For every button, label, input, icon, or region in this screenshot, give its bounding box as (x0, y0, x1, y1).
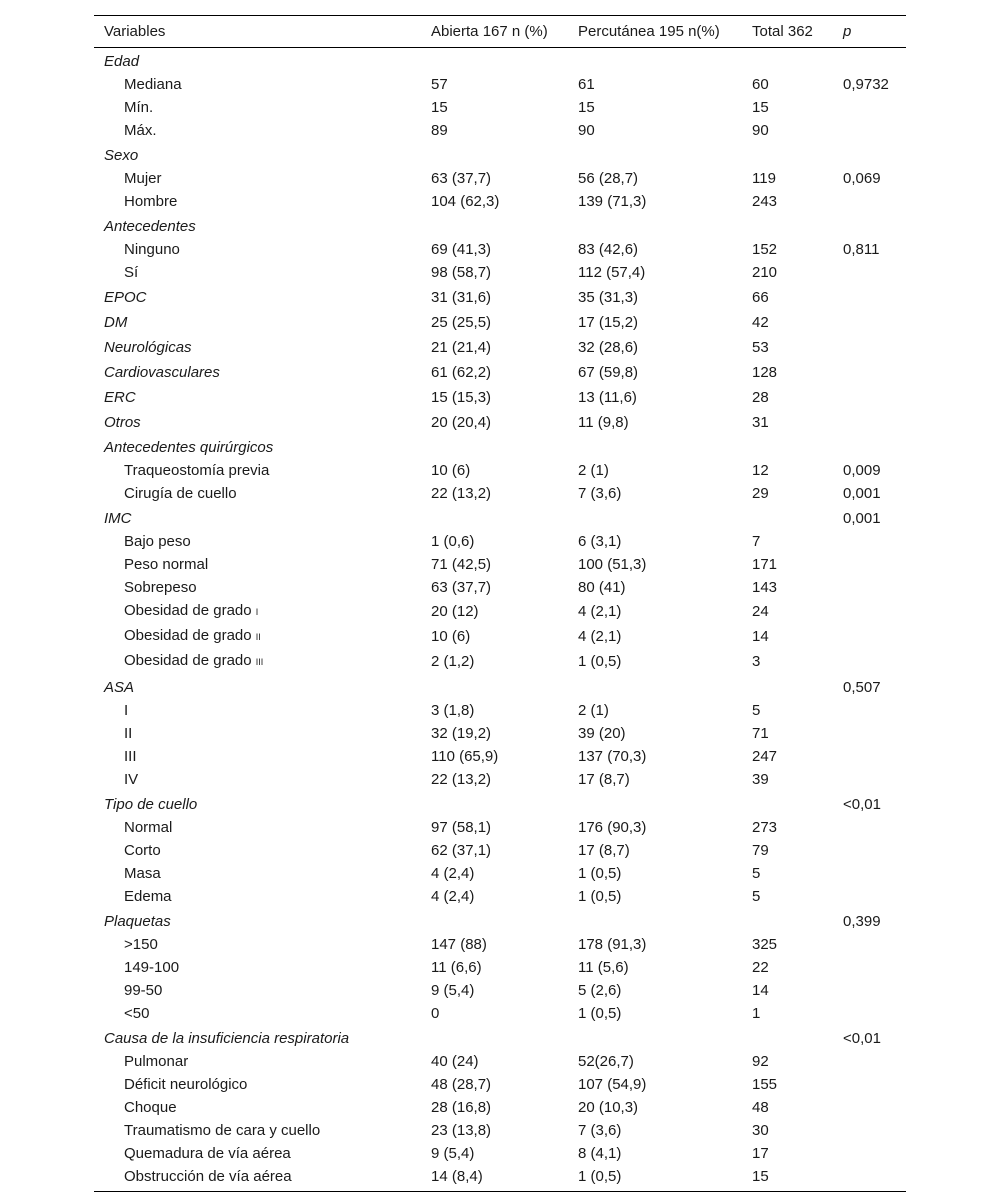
cell-total: 53 (752, 339, 769, 356)
table-row (94, 624, 906, 649)
table-row (94, 482, 906, 505)
row-label: Mín. (124, 99, 154, 116)
cell-percutanea: 17 (8,7) (578, 771, 630, 788)
cell-abierta: 69 (41,3) (431, 241, 492, 258)
cell-total: 7 (752, 533, 761, 550)
cell-abierta (431, 505, 578, 530)
cell-percutanea: 83 (42,6) (578, 241, 639, 258)
cell-p (843, 933, 906, 956)
cell-percutanea: 20 (10,3) (578, 1099, 639, 1116)
table-row (94, 1050, 906, 1073)
cell-total: 119 (752, 170, 776, 187)
category-row (94, 142, 906, 167)
table-row (94, 1073, 906, 1096)
cell-abierta: 98 (58,7) (431, 264, 492, 281)
cell-p: 0,399 (843, 913, 881, 930)
cell-p (843, 599, 906, 624)
cell-p (843, 142, 906, 167)
cell-percutanea (578, 48, 752, 74)
table-row (94, 599, 906, 624)
category-row (94, 359, 906, 384)
cell-p (843, 816, 906, 839)
cell-percutanea: 2 (1) (578, 702, 609, 719)
category-row (94, 674, 906, 699)
table-row (94, 699, 906, 722)
table-row (94, 1119, 906, 1142)
cell-abierta: 23 (13,8) (431, 1122, 492, 1139)
cell-percutanea: 17 (8,7) (578, 842, 630, 859)
cell-total: 90 (752, 122, 769, 139)
row-label: Causa de la insuficiencia respiratoria (104, 1030, 350, 1047)
row-label: 99-50 (124, 982, 163, 999)
row-label: Peso normal (124, 556, 209, 573)
cell-abierta: 63 (37,7) (431, 579, 492, 596)
cell-percutanea: 4 (2,1) (578, 628, 622, 645)
cell-percutanea: 1 (0,5) (578, 1168, 622, 1185)
cell-abierta: 28 (16,8) (431, 1099, 492, 1116)
cell-total: 15 (752, 1168, 769, 1185)
cell-abierta: 147 (88) (431, 936, 487, 953)
row-label: Antecedentes quirúrgicos (104, 439, 274, 456)
cell-abierta: 20 (20,4) (431, 414, 492, 431)
cell-p (843, 956, 906, 979)
cell-total: 5 (752, 865, 761, 882)
cell-p (843, 1096, 906, 1119)
cell-total: 152 (752, 241, 778, 258)
row-label: Cirugía de cuello (124, 485, 237, 502)
cell-percutanea (578, 674, 752, 699)
table-row (94, 839, 906, 862)
cell-abierta (431, 48, 578, 74)
cell-percutanea: 1 (0,5) (578, 888, 622, 905)
table-row (94, 167, 906, 190)
cell-p (843, 576, 906, 599)
cell-p (843, 553, 906, 576)
header-abierta: Abierta 167 n (%) (431, 23, 548, 40)
category-row (94, 213, 906, 238)
table-body (94, 48, 906, 1192)
cell-total: 29 (752, 485, 769, 502)
cell-p (843, 768, 906, 791)
row-label: II (124, 725, 133, 742)
cell-percutanea (578, 791, 752, 816)
category-row (94, 384, 906, 409)
cell-abierta: 14 (8,4) (431, 1168, 483, 1185)
cell-p (843, 384, 906, 409)
row-label: Obstrucción de vía aérea (124, 1168, 292, 1185)
cell-percutanea (578, 213, 752, 238)
cell-percutanea: 178 (91,3) (578, 936, 647, 953)
cell-total: 128 (752, 364, 778, 381)
cell-percutanea: 15 (578, 99, 595, 116)
cell-total (752, 791, 843, 816)
row-label: Bajo peso (124, 533, 191, 550)
cell-total: 17 (752, 1145, 769, 1162)
cell-percutanea: 107 (54,9) (578, 1076, 647, 1093)
cell-percutanea (578, 434, 752, 459)
cell-abierta (431, 434, 578, 459)
category-row (94, 791, 906, 816)
cell-p (843, 649, 906, 674)
cell-total (752, 505, 843, 530)
cell-percutanea: 67 (59,8) (578, 364, 639, 381)
cell-percutanea: 56 (28,7) (578, 170, 639, 187)
cell-total (752, 213, 843, 238)
cell-total: 30 (752, 1122, 769, 1139)
row-label: Obesidad de grado I (124, 602, 259, 619)
cell-abierta: 97 (58,1) (431, 819, 492, 836)
row-label: Traumatismo de cara y cuello (124, 1122, 321, 1139)
category-row (94, 48, 906, 74)
cell-abierta: 1 (0,6) (431, 533, 475, 550)
row-label: Cardiovasculares (104, 364, 220, 381)
cell-abierta: 11 (6,6) (431, 959, 482, 976)
cell-p (843, 530, 906, 553)
row-label: <50 (124, 1005, 150, 1022)
cell-percutanea (578, 142, 752, 167)
cell-p (843, 745, 906, 768)
cell-percutanea (578, 1025, 752, 1050)
table-row (94, 649, 906, 674)
cell-abierta (431, 1025, 578, 1050)
cell-total: 12 (752, 462, 769, 479)
cell-total: 155 (752, 1076, 778, 1093)
cell-p (843, 1142, 906, 1165)
cell-p (843, 309, 906, 334)
row-label: EPOC (104, 289, 147, 306)
cell-abierta (431, 674, 578, 699)
cell-percutanea: 6 (3,1) (578, 533, 622, 550)
category-row (94, 908, 906, 933)
cell-total: 48 (752, 1099, 769, 1116)
cell-p (843, 624, 906, 649)
cell-percutanea: 52(26,7) (578, 1053, 634, 1070)
cell-total: 3 (752, 653, 761, 670)
row-label: Sí (124, 264, 139, 281)
cell-p: 0,001 (843, 485, 881, 502)
table-row (94, 96, 906, 119)
cell-p: 0,507 (843, 679, 881, 696)
cell-total: 5 (752, 702, 761, 719)
cell-total (752, 48, 843, 74)
row-label: Sobrepeso (124, 579, 197, 596)
cell-abierta: 9 (5,4) (431, 1145, 475, 1162)
cell-total: 1 (752, 1005, 761, 1022)
cell-total: 325 (752, 936, 778, 953)
cell-p: <0,01 (843, 796, 881, 813)
table-row (94, 933, 906, 956)
row-label: Obesidad de grado II (124, 627, 261, 644)
cell-percutanea: 61 (578, 76, 595, 93)
category-row (94, 505, 906, 530)
cell-p (843, 885, 906, 908)
row-label: Choque (124, 1099, 177, 1116)
cell-percutanea: 35 (31,3) (578, 289, 639, 306)
table-row (94, 190, 906, 213)
cell-p (843, 48, 906, 74)
cell-total: 31 (752, 414, 769, 431)
row-label: Mujer (124, 170, 162, 187)
cell-abierta (431, 908, 578, 933)
table-row (94, 1142, 906, 1165)
cell-percutanea: 5 (2,6) (578, 982, 622, 999)
row-label: IV (124, 771, 139, 788)
cell-percutanea: 7 (3,6) (578, 485, 622, 502)
row-label: Normal (124, 819, 173, 836)
cell-total: 79 (752, 842, 769, 859)
cell-abierta: 71 (42,5) (431, 556, 492, 573)
cell-total: 22 (752, 959, 769, 976)
cell-percutanea: 176 (90,3) (578, 819, 647, 836)
table-row (94, 862, 906, 885)
cell-abierta: 57 (431, 76, 448, 93)
cell-total: 273 (752, 819, 778, 836)
cell-p (843, 334, 906, 359)
header-variables: Variables (104, 23, 166, 40)
row-label: Plaquetas (104, 913, 171, 930)
table-row (94, 816, 906, 839)
row-label: Otros (104, 414, 141, 431)
table-row (94, 885, 906, 908)
cell-total: 14 (752, 628, 769, 645)
cell-p (843, 722, 906, 745)
table-row (94, 73, 906, 96)
category-row (94, 334, 906, 359)
cell-p: 0,069 (843, 170, 881, 187)
cell-percutanea: 1 (0,5) (578, 1005, 622, 1022)
cell-percutanea: 139 (71,3) (578, 193, 647, 210)
cell-percutanea: 8 (4,1) (578, 1145, 622, 1162)
table-row (94, 530, 906, 553)
cell-abierta: 9 (5,4) (431, 982, 475, 999)
cell-abierta: 10 (6) (431, 628, 471, 645)
row-label: Tipo de cuello (104, 796, 198, 813)
header-percutanea: Percutánea 195 n(%) (578, 23, 720, 40)
cell-total: 60 (752, 76, 769, 93)
cell-total (752, 142, 843, 167)
row-label: Masa (124, 865, 161, 882)
cell-total: 5 (752, 888, 761, 905)
cell-total: 14 (752, 982, 769, 999)
cell-p (843, 96, 906, 119)
row-label: I (124, 702, 129, 719)
cell-abierta: 0 (431, 1005, 440, 1022)
cell-p (843, 434, 906, 459)
cell-percutanea: 2 (1) (578, 462, 609, 479)
cell-abierta: 62 (37,1) (431, 842, 492, 859)
category-row (94, 309, 906, 334)
cell-abierta: 22 (13,2) (431, 771, 492, 788)
header-p: p (843, 23, 852, 40)
table-row (94, 553, 906, 576)
cell-percutanea: 112 (57,4) (578, 264, 646, 281)
cell-abierta: 48 (28,7) (431, 1076, 492, 1093)
cell-total: 143 (752, 579, 778, 596)
cell-abierta: 89 (431, 122, 448, 139)
cell-total: 171 (752, 556, 778, 573)
cell-percutanea: 1 (0,5) (578, 865, 622, 882)
table-row (94, 722, 906, 745)
cell-abierta (431, 791, 578, 816)
cell-p (843, 119, 906, 142)
row-label: Corto (124, 842, 161, 859)
row-label: Quemadura de vía aérea (124, 1145, 291, 1162)
cell-percutanea: 4 (2,1) (578, 603, 622, 620)
cell-percutanea (578, 908, 752, 933)
cell-total: 39 (752, 771, 769, 788)
cell-p (843, 409, 906, 434)
cell-percutanea: 11 (9,8) (578, 414, 629, 431)
header-total: Total 362 (752, 23, 813, 40)
cell-total: 243 (752, 193, 778, 210)
row-label: Edema (124, 888, 172, 905)
table-row (94, 956, 906, 979)
table-row (94, 979, 906, 1002)
cell-abierta: 63 (37,7) (431, 170, 492, 187)
cell-total: 66 (752, 289, 769, 306)
cell-p (843, 1165, 906, 1192)
cell-abierta (431, 142, 578, 167)
cell-abierta: 2 (1,2) (431, 653, 475, 670)
table-row (94, 768, 906, 791)
cell-percutanea: 1 (0,5) (578, 653, 622, 670)
category-row (94, 1025, 906, 1050)
cell-p: 0,009 (843, 462, 881, 479)
table-row (94, 119, 906, 142)
cell-p (843, 1050, 906, 1073)
cell-percutanea: 11 (5,6) (578, 959, 629, 976)
row-label: 149-100 (124, 959, 180, 976)
cell-abierta: 61 (62,2) (431, 364, 492, 381)
cell-percutanea (578, 505, 752, 530)
row-label: Pulmonar (124, 1053, 189, 1070)
cell-abierta: 32 (19,2) (431, 725, 492, 742)
row-label: ASA (104, 679, 135, 696)
cell-p: 0,9732 (843, 76, 889, 93)
table-row (94, 1002, 906, 1025)
row-label: IMC (104, 510, 132, 527)
cell-total: 24 (752, 603, 769, 620)
cell-abierta: 104 (62,3) (431, 193, 500, 210)
cell-total: 210 (752, 264, 778, 281)
cell-p (843, 261, 906, 284)
grade-numeral: II (255, 632, 261, 642)
cell-p: <0,01 (843, 1030, 881, 1047)
table-row (94, 1096, 906, 1119)
data-table (94, 15, 906, 1192)
row-label: ERC (104, 389, 136, 406)
row-label: Mediana (124, 76, 182, 93)
cell-p (843, 359, 906, 384)
row-label: Obesidad de grado III (124, 652, 264, 669)
row-label: Ninguno (124, 241, 180, 258)
cell-abierta (431, 213, 578, 238)
cell-percutanea: 7 (3,6) (578, 1122, 622, 1139)
cell-abierta: 31 (31,6) (431, 289, 492, 306)
cell-percutanea: 17 (15,2) (578, 314, 639, 331)
cell-percutanea: 13 (11,6) (578, 389, 637, 406)
header-row (94, 16, 906, 48)
cell-total (752, 908, 843, 933)
cell-percutanea: 32 (28,6) (578, 339, 639, 356)
cell-p (843, 190, 906, 213)
category-row (94, 284, 906, 309)
row-label: Sexo (104, 147, 139, 164)
table-row (94, 459, 906, 482)
cell-p (843, 699, 906, 722)
table-row (94, 261, 906, 284)
cell-total: 42 (752, 314, 769, 331)
cell-abierta: 4 (2,4) (431, 865, 475, 882)
row-label: III (124, 748, 137, 765)
table-row (94, 1165, 906, 1192)
cell-total: 28 (752, 389, 769, 406)
cell-p: 0,811 (843, 241, 880, 258)
cell-abierta: 4 (2,4) (431, 888, 475, 905)
row-label: Hombre (124, 193, 178, 210)
row-label: >150 (124, 936, 158, 953)
cell-total (752, 434, 843, 459)
row-label: Máx. (124, 122, 157, 139)
cell-p (843, 862, 906, 885)
row-label: DM (104, 314, 128, 331)
cell-total: 71 (752, 725, 769, 742)
cell-p (843, 213, 906, 238)
cell-percutanea: 39 (20) (578, 725, 626, 742)
grade-numeral: I (255, 607, 259, 617)
table-row (94, 576, 906, 599)
cell-abierta: 22 (13,2) (431, 485, 492, 502)
cell-p (843, 1073, 906, 1096)
cell-total: 92 (752, 1053, 769, 1070)
cell-p (843, 979, 906, 1002)
cell-abierta: 110 (65,9) (431, 748, 499, 765)
table-row (94, 745, 906, 768)
row-label: Antecedentes (104, 218, 196, 235)
cell-abierta: 25 (25,5) (431, 314, 492, 331)
row-label: Neurológicas (104, 339, 192, 356)
row-label: Traqueostomía previa (124, 462, 270, 479)
grade-numeral: III (255, 657, 264, 667)
table-row (94, 238, 906, 261)
cell-total (752, 674, 843, 699)
cell-total: 247 (752, 748, 778, 765)
category-row (94, 434, 906, 459)
row-label: Edad (104, 53, 140, 70)
cell-percutanea: 80 (41) (578, 579, 626, 596)
cell-abierta: 40 (24) (431, 1053, 479, 1070)
cell-abierta: 10 (6) (431, 462, 471, 479)
cell-percutanea: 100 (51,3) (578, 556, 647, 573)
cell-abierta: 15 (15,3) (431, 389, 492, 406)
cell-abierta: 3 (1,8) (431, 702, 475, 719)
cell-percutanea: 137 (70,3) (578, 748, 647, 765)
category-row (94, 409, 906, 434)
cell-total (752, 1025, 843, 1050)
cell-abierta: 15 (431, 99, 448, 116)
row-label: Déficit neurológico (124, 1076, 248, 1093)
cell-p: 0,001 (843, 510, 881, 527)
cell-p (843, 284, 906, 309)
cell-total: 15 (752, 99, 769, 116)
cell-p (843, 1002, 906, 1025)
cell-p (843, 1119, 906, 1142)
cell-abierta: 21 (21,4) (431, 339, 492, 356)
cell-abierta: 20 (12) (431, 603, 479, 620)
cell-p (843, 839, 906, 862)
cell-percutanea: 90 (578, 122, 595, 139)
